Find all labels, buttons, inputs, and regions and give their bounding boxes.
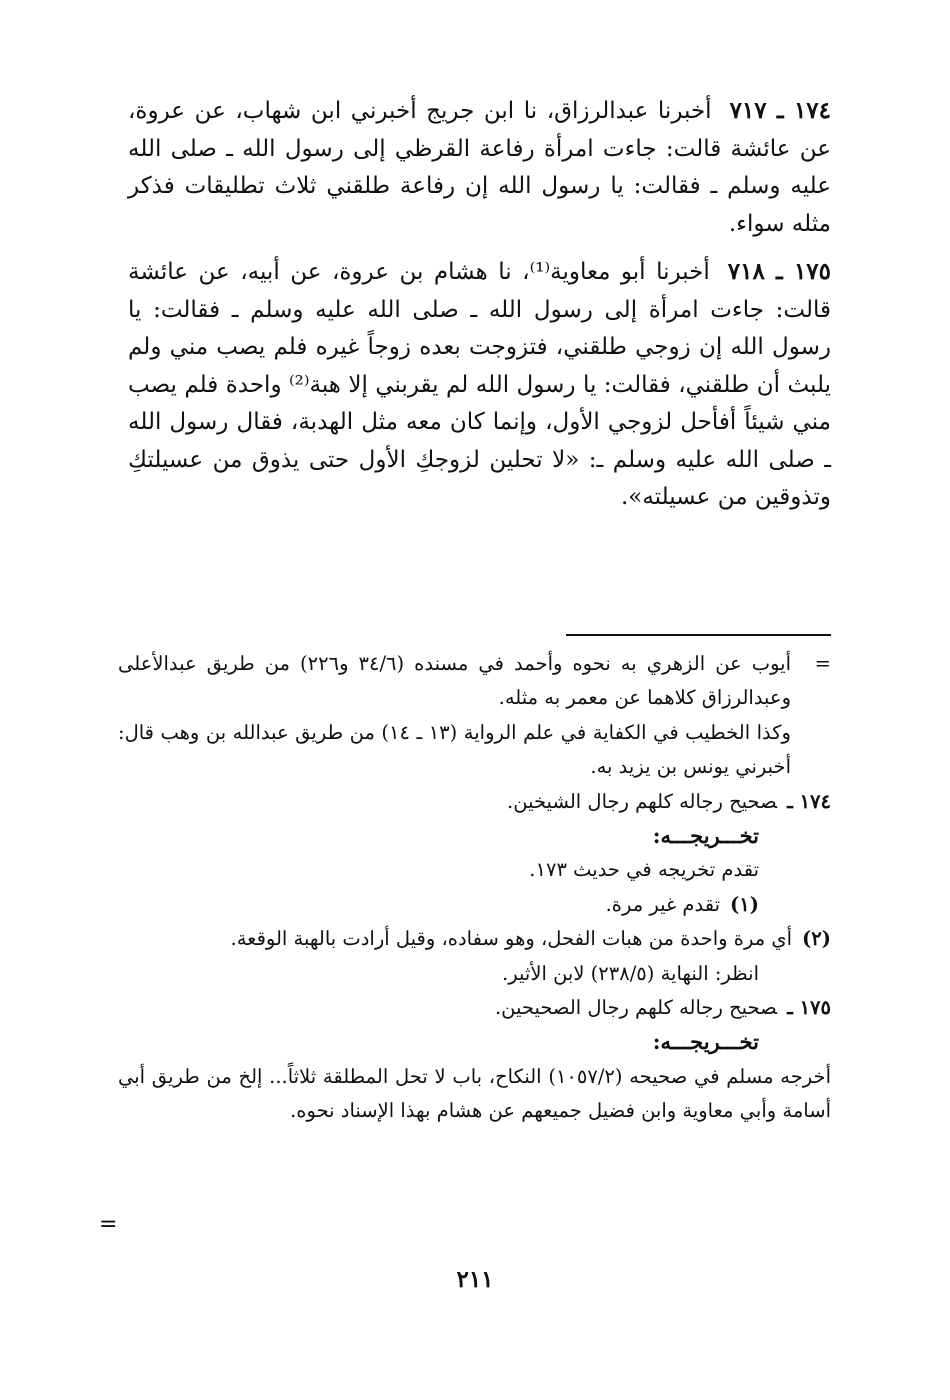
takhrij-text: أخرجه مسلم في صحيحه (١٠٥٧/٢) النكاح، باب لا تحل المطلقة ثلاثاً... إلخ من طريق أبي أسامة وأبي معاوية وابن فضيل جميعهم عن هشام بهذا الإسناد نحوه. (118, 1064, 832, 1123)
grading-text: صحيح رجاله كلهم رجال الصحيحين. (494, 996, 778, 1020)
footnote-text: تقدم غير مرة. (605, 892, 721, 916)
footnote-2-source: انظر: النهاية (٢٣٨/٥) لابن الأثير. (502, 961, 759, 985)
hadith-text: أخبرنا أبو معاوية⁽¹⁾، نا هشام بن عروة، عن أبيه، عن عائشة قالت: جاءت امرأة إلى رسول الله ـ صلى الله عليه وسلم ـ فقالت: يا رسول الله إن زوجي طلقني، فتزوجت بعده زوجاً غيره فلم يصب مني ولم يلبث أن طلقني، فقالت: يا رسول الله لم يقربني إلا هبة⁽²⁾ واحدة فلم يصب مني شيئاً أفأحل لزوجي الأول، وإنما كان معه مثل الهدبة، فقال رسول الله ـ صلى الله عليه وسلم ـ: «لا تحلين لزوجكِ الأول حتى يذوق من عسيلتكِ وتذوقين من عسيلته». (128, 259, 831, 510)
takhrij-text: تقدم تخريجه في حديث ١٧٣. (529, 858, 759, 882)
takhrij-heading: تخـــريجـــه: (652, 823, 759, 849)
grading-number: ١٧٥ ـ (787, 996, 831, 1020)
continuation-marker: = (814, 652, 831, 675)
grading-174 (118, 785, 831, 819)
continuation-marker: = (99, 1212, 118, 1237)
footnote-paragraph: وكذا الخطيب في الكفاية في علم الرواية (١٣ ـ ١٤) من طريق عبدالله بن وهب قال: أخبرني يونس بن يزيد به. (118, 720, 791, 779)
hadith-175 (128, 253, 831, 517)
footnote-text: أيوب عن الزهري به نحوه وأحمد في مسنده (٣٤/٦ و٢٢٦) من طريق عبدالأعلى وعبدالرزاق كلاهما عن معمر به مثله. (118, 652, 791, 710)
takhrij-heading: تخـــريجـــه: (652, 1029, 759, 1055)
hadith-number: ١٧٥ ـ ٧١٨ (727, 258, 831, 285)
grading-175 (118, 991, 831, 1025)
footnotes (118, 647, 831, 1129)
footnote-2 (118, 922, 831, 956)
footnote-text: أي مرة واحدة من هبات الفحل، وهو سفاده، وقيل أرادت بالهبة الوقعة. (230, 927, 793, 951)
hadith-number: ١٧٤ ـ ٧١٧ (729, 97, 831, 124)
footnote-continuation (118, 647, 831, 716)
grading-number: ١٧٤ ـ (787, 789, 831, 813)
footnote-1 (118, 888, 831, 922)
hadith-174 (128, 92, 831, 243)
main-text (128, 92, 831, 527)
footnote-number: (١) (730, 892, 759, 916)
hadith-text: أخبرنا عبدالرزاق، نا ابن جريج أخبرني ابن شهاب، عن عروة، عن عائشة قالت: جاءت امرأة رفاعة القرظي إلى رسول الله ـ صلى الله عليه وسلم ـ فقالت: يا رسول الله إن رفاعة طلقني ثلاث تطليقات فذكر مثله سواء. (128, 98, 831, 237)
footnote-number: (٢) (802, 927, 831, 951)
grading-text: صحيح رجاله كلهم رجال الشيخين. (507, 789, 778, 813)
footnote-separator (566, 634, 831, 636)
page-number: ٢١١ (456, 1266, 494, 1293)
